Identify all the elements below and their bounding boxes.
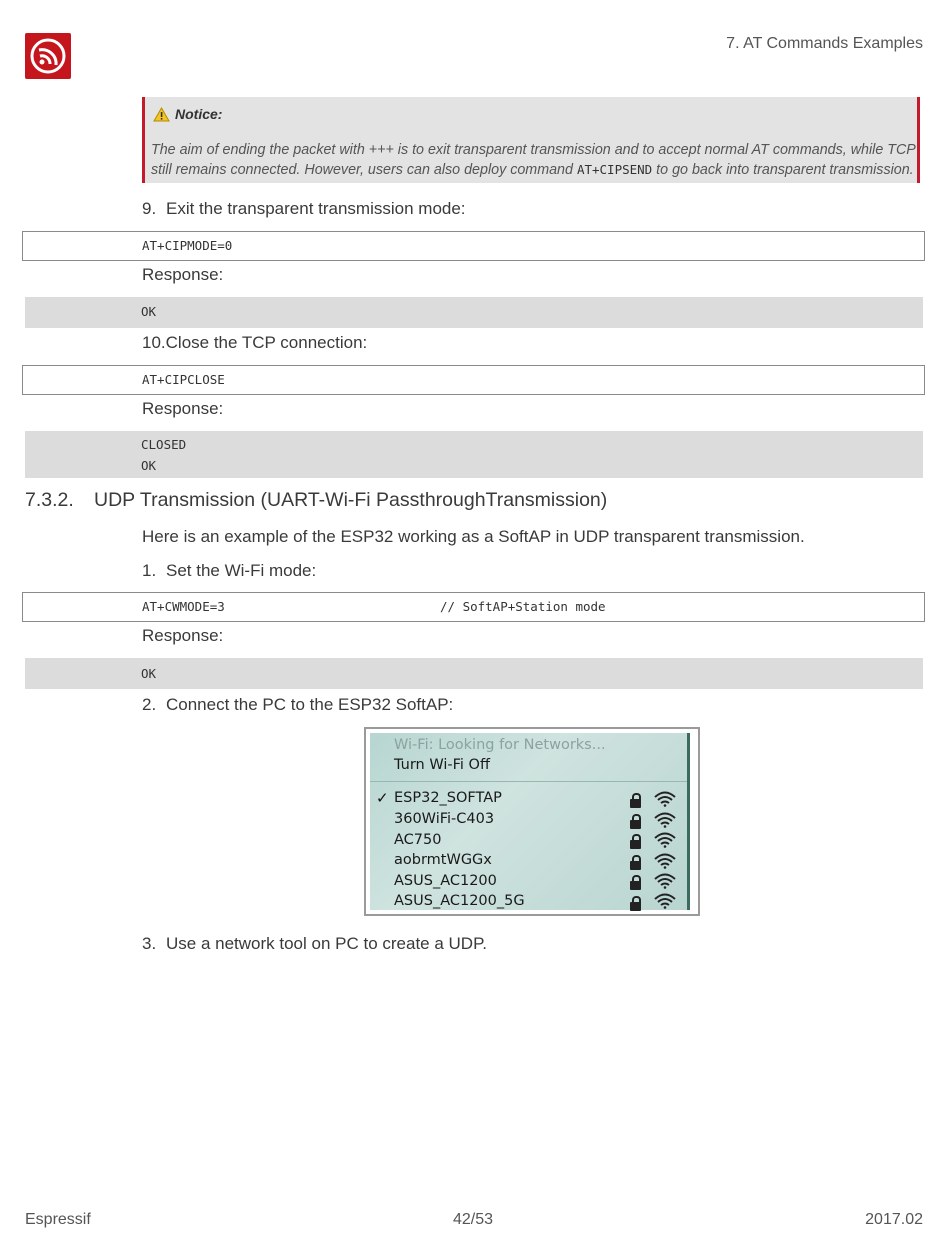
wifi-signal-icon <box>654 832 676 848</box>
warning-icon <box>153 107 170 122</box>
wifi-signal-icon <box>654 873 676 889</box>
response-label: Response: <box>142 399 224 418</box>
wifi-signal-icon <box>654 791 676 807</box>
network-item[interactable]: 360WiFi-C403 <box>394 811 495 827</box>
command-code: AT+CIPMODE=0 <box>142 238 233 253</box>
lock-icon <box>630 881 641 890</box>
command-comment: // SoftAP+Station mode <box>440 599 606 614</box>
network-item[interactable]: ESP32_SOFTAP <box>394 790 502 806</box>
response-code: OK <box>141 666 157 681</box>
notice-box <box>142 97 920 183</box>
section-title: UDP Transmission (UART-Wi-Fi PassthroughTransmission) <box>94 489 608 511</box>
command-block <box>22 592 925 622</box>
response-block <box>25 297 923 328</box>
network-item[interactable]: ASUS_AC1200 <box>394 873 497 889</box>
step-number: 9. <box>142 199 157 218</box>
section-intro: Here is an example of the ESP32 working as a SoftAP in UDP transparent transmission. <box>142 527 805 546</box>
footer-page-number: 42/53 <box>453 1211 494 1228</box>
section-number: 7.3.2. <box>25 489 74 511</box>
command-code: AT+CWMODE=3 <box>142 599 225 614</box>
notice-title: Notice: <box>175 106 223 122</box>
wifi-signal-icon <box>654 853 676 869</box>
step-text: Close the TCP connection: <box>165 333 368 352</box>
lock-icon <box>630 861 641 870</box>
network-item[interactable]: ASUS_AC1200_5G <box>394 893 525 909</box>
section-heading <box>25 489 607 512</box>
command-block <box>22 231 925 261</box>
step-text: Exit the transparent transmission mode: <box>166 199 466 218</box>
step-number: 3. <box>142 934 157 953</box>
command-block <box>22 365 925 395</box>
lock-icon <box>630 840 641 849</box>
notice-text-part: The aim of ending the packet with +++ is to exit transparent transmission and to accept normal AT commands, while TCP still remains connected. However, users can also deploy command <box>151 142 916 178</box>
response-block <box>25 431 923 478</box>
step-number: 1. <box>142 561 157 580</box>
network-item[interactable]: AC750 <box>394 832 442 848</box>
lock-icon <box>630 820 641 829</box>
notice-text <box>151 140 916 180</box>
espressif-logo <box>25 33 71 79</box>
step-2 <box>142 695 453 715</box>
lock-icon <box>630 799 641 808</box>
response-code-line: CLOSED <box>141 437 187 452</box>
response-code-line: OK <box>141 458 157 473</box>
wifi-menu <box>370 733 690 910</box>
response-code: OK <box>141 304 157 319</box>
wifi-signal-icon <box>654 812 676 828</box>
notice-header <box>153 106 222 122</box>
lock-icon <box>630 902 641 911</box>
checkmark-icon: ✓ <box>376 789 389 807</box>
notice-text-part: to go back into transparent transmission. <box>652 162 914 178</box>
step-1 <box>142 561 316 581</box>
footer-date: 2017.02 <box>865 1211 923 1228</box>
response-label: Response: <box>142 265 224 284</box>
step-text: Use a network tool on PC to create a UDP. <box>166 934 487 953</box>
wifi-signal-icon <box>654 893 676 909</box>
step-10 <box>142 333 367 353</box>
response-block <box>25 658 923 689</box>
notice-command: AT+CIPSEND <box>576 162 653 177</box>
network-item[interactable]: aobrmtWGGx <box>394 852 492 868</box>
footer-company: Espressif <box>25 1211 91 1228</box>
wifi-menu-screenshot <box>364 727 700 916</box>
page-header-title: 7. AT Commands Examples <box>726 35 923 52</box>
step-9 <box>142 199 466 219</box>
response-label: Response: <box>142 626 224 645</box>
step-text: Connect the PC to the ESP32 SoftAP: <box>166 695 454 714</box>
menu-divider <box>370 781 687 782</box>
step-number: 2. <box>142 695 157 714</box>
command-code: AT+CIPCLOSE <box>142 372 225 387</box>
step-3 <box>142 934 487 954</box>
wifi-toggle[interactable]: Turn Wi-Fi Off <box>394 757 490 773</box>
step-number: 10. <box>142 333 166 352</box>
wifi-status: Wi-Fi: Looking for Networks... <box>394 737 606 753</box>
step-text: Set the Wi-Fi mode: <box>166 561 317 580</box>
